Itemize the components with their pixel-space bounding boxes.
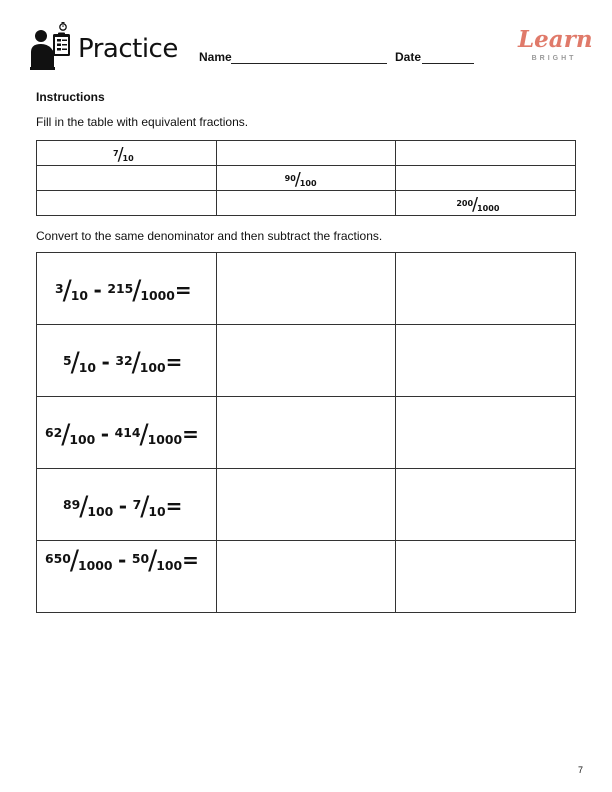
table-cell[interactable] — [396, 166, 576, 191]
table-cell[interactable] — [396, 191, 576, 216]
answer-cell[interactable] — [396, 397, 576, 469]
date-field[interactable] — [422, 63, 474, 64]
table-row — [37, 166, 576, 191]
learn-bright-logo — [518, 26, 593, 68]
page-title: Practice — [78, 34, 178, 64]
fraction: $^{90}/_{100}$ — [284, 170, 317, 191]
instructions-heading: Instructions — [36, 90, 105, 104]
problem-cell — [37, 253, 217, 325]
work-cell[interactable] — [216, 325, 396, 397]
table-row — [37, 469, 576, 541]
problem-cell — [37, 325, 217, 397]
subtraction-problem: $^{650}/_{1000} - ^{50}/_{100}=$ — [45, 545, 199, 577]
work-cell[interactable] — [216, 469, 396, 541]
teacher-clipboard-icon — [30, 22, 72, 70]
instructions-part2: Convert to the same denominator and then subtract the fractions. — [36, 229, 383, 243]
table-row — [37, 191, 576, 216]
work-cell[interactable] — [216, 253, 396, 325]
table-cell[interactable] — [37, 191, 217, 216]
problem-cell — [37, 541, 217, 613]
subtraction-problem: $^{62}/_{100} - ^{414}/_{1000}=$ — [45, 419, 199, 451]
subtraction-problem: $^3/_{10} - ^{215}/_{1000}=$ — [55, 275, 192, 307]
name-label: Name — [199, 50, 232, 64]
subtraction-table — [36, 252, 576, 613]
name-field[interactable] — [231, 63, 387, 64]
answer-cell[interactable] — [396, 469, 576, 541]
work-cell[interactable] — [216, 397, 396, 469]
table-row — [37, 397, 576, 469]
instructions-part1: Fill in the table with equivalent fractions. — [36, 115, 249, 129]
logo-word-learn: Learn — [518, 26, 593, 53]
equivalent-fractions-table — [36, 140, 576, 216]
work-cell[interactable] — [216, 541, 396, 613]
logo-word-bright: BRIGHT — [531, 55, 577, 62]
fraction: $^{200}/_{1000}$ — [456, 195, 500, 216]
table-cell[interactable] — [396, 141, 576, 166]
table-row — [37, 253, 576, 325]
answer-cell[interactable] — [396, 253, 576, 325]
date-label: Date — [395, 50, 422, 64]
table-cell[interactable] — [216, 191, 396, 216]
page-number: 7 — [578, 765, 584, 775]
answer-cell[interactable] — [396, 541, 576, 613]
table-row — [37, 325, 576, 397]
subtraction-problem: $^{89}/_{100} - ^7/_{10}=$ — [63, 491, 183, 523]
answer-cell[interactable] — [396, 325, 576, 397]
subtraction-problem: $^5/_{10} - ^{32}/_{100}=$ — [63, 347, 183, 379]
table-cell[interactable] — [37, 141, 217, 166]
table-row — [37, 141, 576, 166]
table-row — [37, 541, 576, 613]
table-cell[interactable] — [216, 166, 396, 191]
problem-cell — [37, 397, 217, 469]
worksheet-header — [28, 22, 593, 72]
problem-cell — [37, 469, 217, 541]
fraction: $^7/_{10}$ — [113, 145, 134, 166]
table-cell[interactable] — [37, 166, 217, 191]
table-cell[interactable] — [216, 141, 396, 166]
